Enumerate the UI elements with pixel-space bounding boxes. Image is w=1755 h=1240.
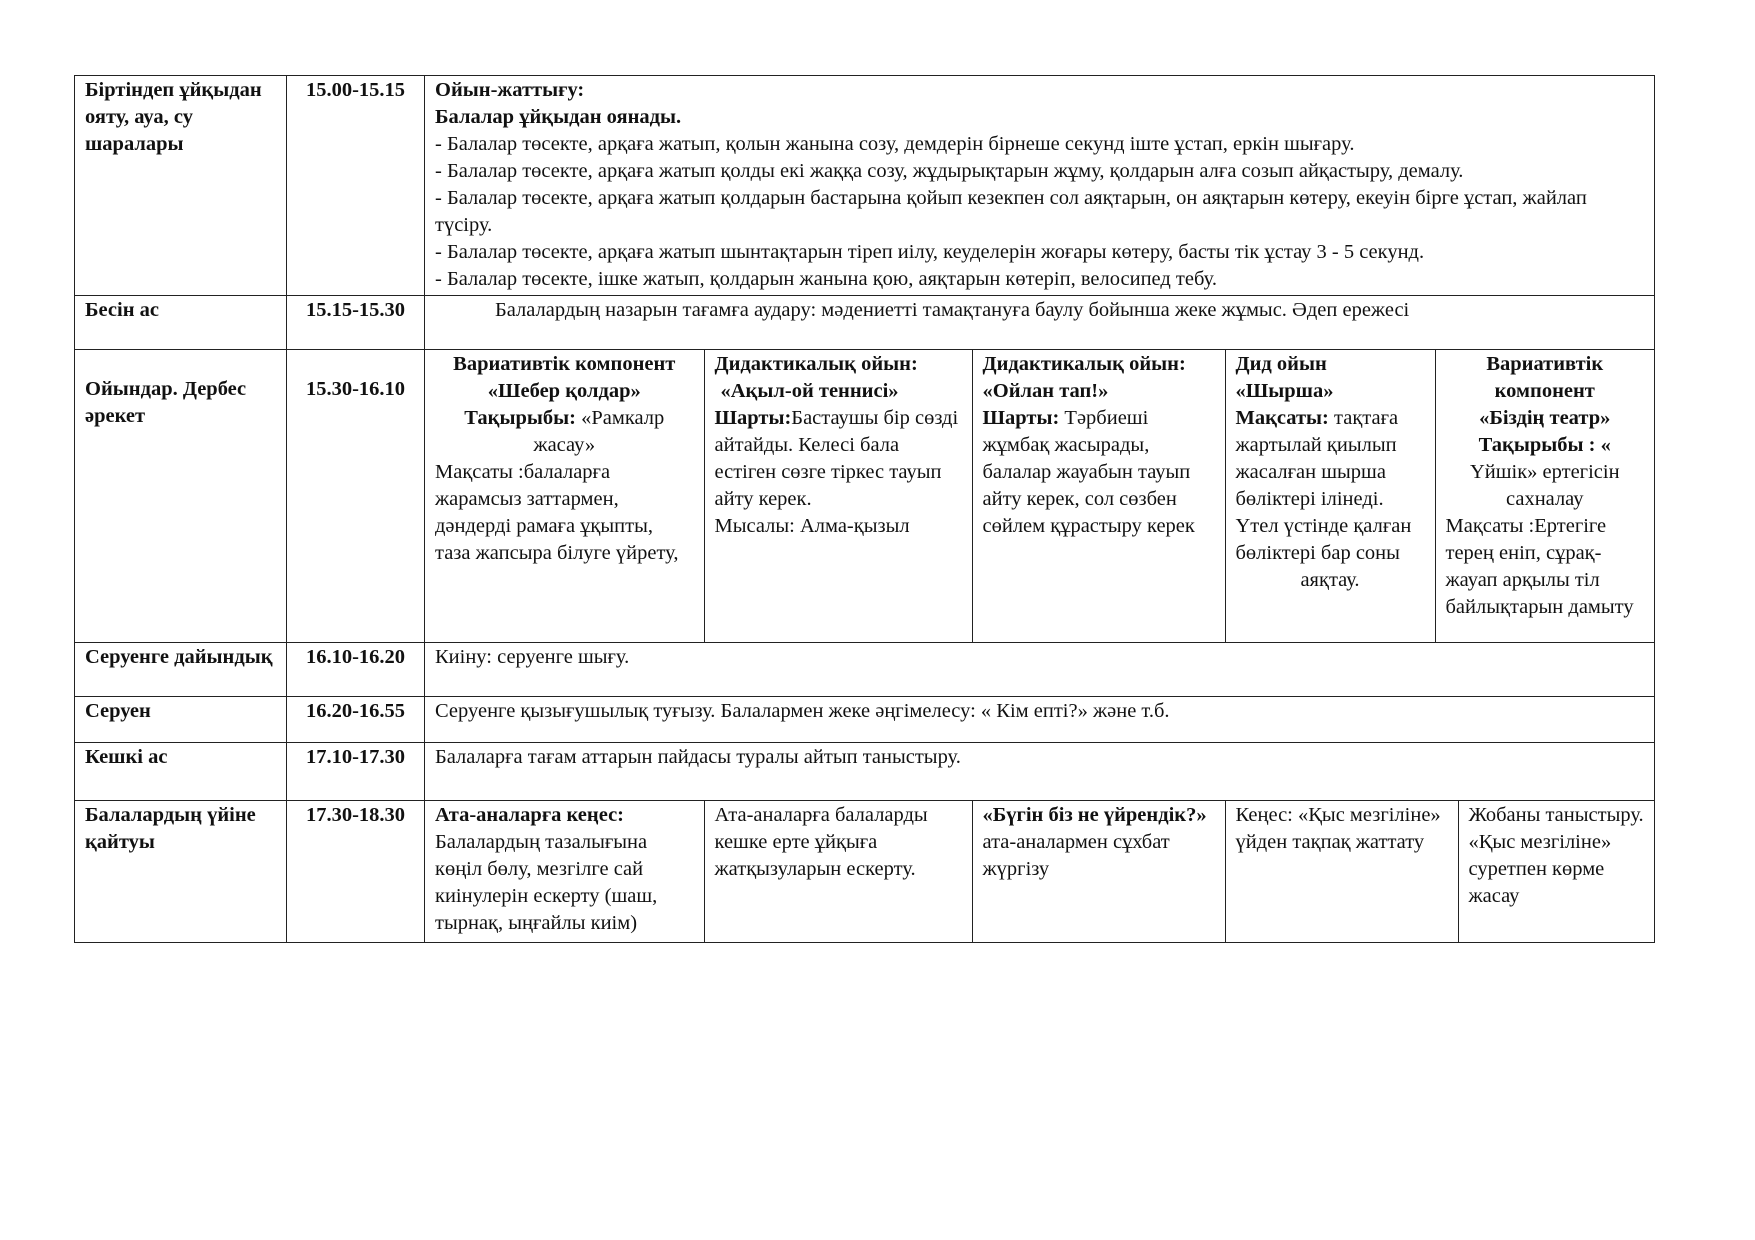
content-cell: Серуенге қызығушылық туғызу. Балалармен жеке әңгімелесу: « Кім епті?» және т.б. <box>425 697 1655 743</box>
topic-text: Үйшік» ертегісін сахналау <box>1469 461 1620 510</box>
game-col-2 <box>704 350 972 642</box>
home-col-3 <box>972 801 1225 942</box>
game-name: «Шебер қолдар» <box>487 380 641 402</box>
game-col-3 <box>972 350 1225 642</box>
row-dinner <box>75 743 1655 801</box>
time-cell: 16.20-16.55 <box>287 697 425 743</box>
content-cell: Балаларға тағам аттарын пайдасы туралы айтып таныстыру. <box>425 743 1655 801</box>
content-cell: Балалардың назарын тағамға аудару: мәдениетті тамақтануға баулу бойынша жеке жұмыс. Әдеп ережесі <box>425 296 1655 350</box>
advice-label: Ата-аналарға кеңес: <box>435 804 624 826</box>
advice-text: Балалардың тазалығына көңіл бөлу, мезгілге сай киінулерін ескерту (шаш, тырнақ, ыңғайлы киім) <box>435 831 658 934</box>
game-name: «Ойлан тап!» <box>982 380 1109 402</box>
row-games <box>75 350 1655 643</box>
row-prep <box>75 643 1655 697</box>
goal-label: Мақсаты: <box>1235 407 1329 429</box>
game-heading: Дид ойын <box>1235 353 1327 375</box>
game-heading: Вариативтік компонент <box>1486 353 1604 402</box>
game-name: «Шырша» <box>1235 380 1334 402</box>
exercise-line: - Балалар төсекте, арқаға жатып, қолын жанына созу, демдерін бірнеше секунд іште ұстап, еркін шығару. <box>435 133 1355 155</box>
game-topic <box>1446 432 1645 513</box>
time-cell: 15.15-15.30 <box>287 296 425 350</box>
game-rule <box>715 405 962 513</box>
rule-text: Бастаушы бір сөзді айтайды. Келесі бала естіген сөзге тіркес тауып айту керек. <box>714 407 959 510</box>
time-cell: 15.30-16.10 <box>287 350 425 643</box>
topic-label: Тақырыбы: <box>464 407 576 429</box>
time-cell: 15.00-15.15 <box>287 76 425 296</box>
activity-cell: Кешкі ас <box>75 743 287 801</box>
goal-text: тақтаға жартылай қиылып жасалған шырша бөліктері ілінеді. Үтел үстінде қалған бөліктері бар соны <box>1235 407 1412 564</box>
rule-label: Шарты: <box>982 407 1060 429</box>
game-rule <box>983 405 1215 540</box>
row-snack <box>75 296 1655 350</box>
activity-cell: Бесін ас <box>75 296 287 350</box>
home-col-5: Жобаны таныстыру. «Қыс мезгіліне» суретпен көрме жасау <box>1458 801 1654 942</box>
activity-cell: Біртіндеп ұйқыдан ояту, ауа, су шаралары <box>75 76 287 296</box>
time-cell: 17.10-17.30 <box>287 743 425 801</box>
row-walk <box>75 697 1655 743</box>
exercise-line: - Балалар төсекте, арқаға жатып қолдарын бастарына қойып кезекпен сол аяқтарын, он аяқтарын көтеру, екеуін бірге ұстап, жайлап түсіру. <box>435 187 1587 236</box>
row-wake <box>75 76 1655 296</box>
exercise-line: - Балалар төсекте, арқаға жатып қолды екі жаққа созу, жұдырықтарын жұму, қолдарын алға созып айқастыру, демалу. <box>435 160 1464 182</box>
rule-label: Шарты: <box>714 407 792 429</box>
row-home <box>75 801 1655 943</box>
game-topic <box>435 405 694 459</box>
game-goal <box>1236 405 1425 567</box>
game-name: «Ақыл-ой теннисі» <box>720 380 899 402</box>
games-cell <box>425 350 1655 643</box>
exercise-subtitle: Балалар ұйқыдан оянады. <box>435 106 682 128</box>
time-cell: 16.10-16.20 <box>287 643 425 697</box>
games-subtable <box>425 350 1654 642</box>
activity-cell: Серуен <box>75 697 287 743</box>
activity-cell: Ойындар. Дербес әрекет <box>75 350 287 643</box>
content-cell <box>425 76 1655 296</box>
topic-text: «Рамкалр жасау» <box>533 407 665 456</box>
game-example: Мысалы: Алма-қызыл <box>714 515 910 537</box>
game-col-1 <box>425 350 704 642</box>
exercise-line: - Балалар төсекте, ішке жатып, қолдарын жанына қою, аяқтарын көтеріп, велосипед тебу. <box>435 268 1217 290</box>
game-heading: Вариативтік компонент <box>453 353 676 375</box>
game-body: Мақсаты :балаларға жарамсыз заттармен, дәндерді рамаға ұқыпты, таза жапсыра білуге үйрету, <box>435 461 679 564</box>
activity-cell: Серуенге дайындық <box>75 643 287 697</box>
goal-end: аяқтау. <box>1300 569 1360 591</box>
home-cell <box>425 801 1655 943</box>
home-col-1 <box>425 801 704 942</box>
activity-cell: Балалардың үйіне қайтуы <box>75 801 287 943</box>
game-heading: Дидактикалық ойын: <box>714 353 918 375</box>
content-cell: Киіну: серуенге шығу. <box>425 643 1655 697</box>
home-col-4: Кеңес: «Қыс мезгіліне» үйден тақпақ жаттату <box>1225 801 1458 942</box>
topic-label: Тақырыбы : « <box>1478 434 1611 456</box>
schedule-table <box>74 75 1655 943</box>
home-subtable <box>425 801 1654 942</box>
game-col-4 <box>1225 350 1435 642</box>
home-col-2: Ата-аналарға балаларды кешке ерте ұйқыға жатқызуларын ескерту. <box>704 801 972 942</box>
game-name: «Біздің театр» <box>1479 407 1611 429</box>
exercise-line: - Балалар төсекте, арқаға жатып шынтақтарын тіреп иілу, кеуделерін жоғары көтеру, басты тік ұстау 3 - 5 секунд. <box>435 241 1425 263</box>
rule-text: Тәрбиеші жұмбақ жасырады, балалар жауабын тауып айту керек, сол сөзбен сөйлем құрастыру керек <box>982 407 1195 537</box>
talk-text: ата-аналармен сұхбат жүргізу <box>982 831 1170 880</box>
exercise-title: Ойын-жаттығу: <box>435 79 585 101</box>
game-body: Мақсаты :Ертегіге терең еніп, сұрақ-жауап арқылы тіл байлықтарын дамыту <box>1445 515 1634 618</box>
game-col-5 <box>1435 350 1654 642</box>
time-cell: 17.30-18.30 <box>287 801 425 943</box>
talk-label: «Бүгін біз не үйрендік?» <box>982 804 1207 826</box>
game-heading: Дидактикалық ойын: <box>982 353 1186 375</box>
